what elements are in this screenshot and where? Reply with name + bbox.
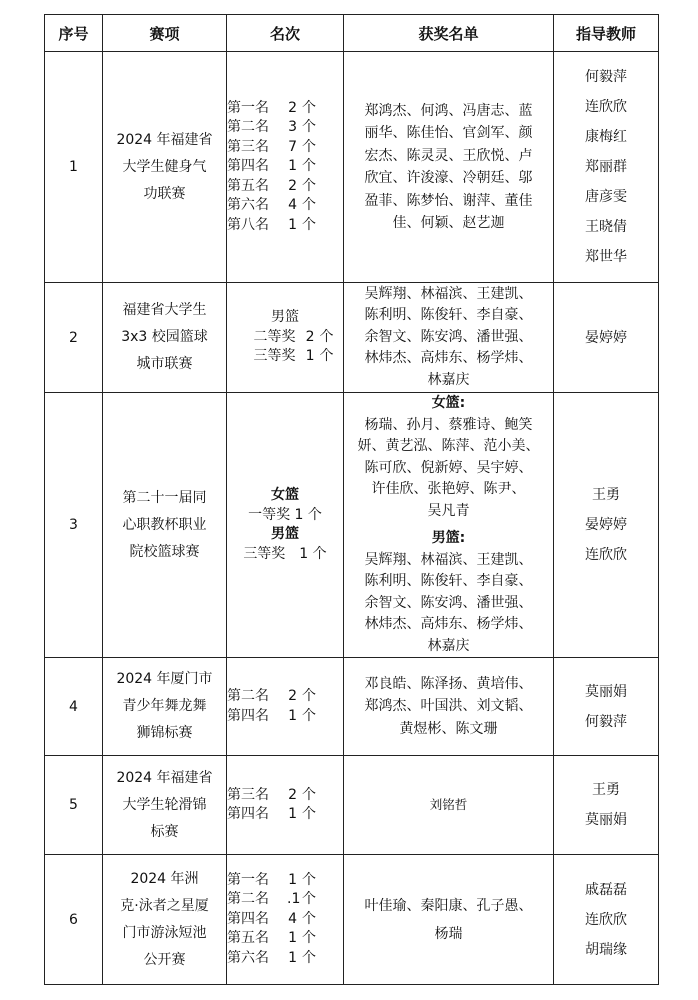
winners-line: 陈利明、陈俊轩、李自豪、 (364, 573, 533, 589)
teacher-cell (554, 658, 659, 756)
rank-line: 第五名 2 个 (227, 177, 316, 194)
rank-cell (227, 756, 344, 855)
table-row (45, 658, 659, 756)
winners-line: 郑鸿杰、何鸿、冯唐志、蓝 (364, 102, 533, 119)
header-event: 赛项 (103, 15, 227, 52)
teacher-cell (554, 855, 659, 985)
prize-line: 一等奖 1 个 (248, 506, 322, 523)
rank-line: 第二名 3 个 (227, 119, 316, 136)
teacher-cell (554, 393, 659, 658)
row-number: 5 (45, 756, 103, 855)
table-row (45, 855, 659, 985)
teacher-name: 郑世华 (585, 249, 627, 265)
teacher-name: 王勇 (592, 782, 620, 798)
winners-line: 林嘉庆 (427, 371, 470, 388)
header-winners: 获奖名单 (344, 15, 554, 52)
winners-line: 叶佳瑜、秦阳康、孔子愚、 (364, 897, 533, 914)
winners-line: 邓良皓、陈泽扬、黄培伟、 (364, 675, 533, 692)
winners-line: 余智文、陈安鸿、潘世强、 (364, 594, 533, 611)
rank-line: 第五名 1 个 (227, 930, 316, 947)
rank-cell (227, 393, 344, 658)
winners-group-title: 男篮: (431, 530, 466, 546)
teacher-name: 郑丽群 (585, 159, 627, 175)
event-cell (103, 658, 227, 756)
winners-cell (344, 658, 554, 756)
event-cell (103, 756, 227, 855)
rank-line: 第六名 4 个 (227, 197, 316, 214)
table-row (45, 393, 659, 658)
teacher-name: 莫丽娟 (585, 812, 627, 828)
event-line: 大学生健身气 (122, 158, 207, 175)
awards-table (44, 14, 659, 985)
teacher-name: 王晓倩 (585, 219, 627, 235)
winners-line: 欣宜、许浚濠、冷朝廷、邬 (364, 170, 533, 186)
event-line: 3x3 校园篮球 (121, 329, 208, 345)
header-row (45, 15, 659, 52)
event-line: 标赛 (150, 823, 179, 840)
winners-line: 宏杰、陈灵灵、王欣悦、卢 (364, 147, 533, 164)
event-line: 门市游泳短池 (122, 924, 207, 941)
winners-line: 妍、黄艺泓、陈萍、范小美、 (357, 438, 540, 454)
rank-cell (227, 52, 344, 283)
event-line: 功联赛 (143, 185, 186, 202)
winners-line: 杨瑞、孙月、蔡雅诗、鲍笑 (364, 416, 533, 433)
rank-line: 第六名 1 个 (227, 949, 316, 966)
header-no: 序号 (45, 15, 103, 52)
teacher-name: 连欣欣 (585, 911, 627, 928)
event-line: 公开赛 (143, 951, 186, 968)
winners-line: 林炜杰、高炜东、杨学炜、 (364, 350, 533, 367)
group-title: 男篮 (271, 526, 299, 542)
winners-line: 林炜杰、高炜东、杨学炜、 (364, 616, 533, 632)
row-number: 3 (45, 393, 103, 658)
winners-line: 黄煜彬、陈文珊 (399, 720, 498, 737)
teacher-name: 晏婷婷 (585, 329, 627, 346)
rank-line: 第一名 1 个 (227, 871, 316, 888)
teacher-name: 胡瑞缘 (585, 941, 627, 958)
event-cell (103, 52, 227, 283)
winners-cell (344, 393, 554, 658)
winners-line: 丽华、陈佳怡、官剑军、颜 (364, 125, 533, 141)
prize-line: 三等奖 1 个 (253, 348, 334, 365)
winners-line: 佳、何颖、赵艺迦 (392, 215, 505, 231)
event-line: 狮锦标赛 (136, 725, 193, 741)
header-teacher: 指导教师 (554, 15, 659, 52)
row-number: 1 (45, 52, 103, 283)
event-line: 院校篮球赛 (129, 543, 200, 560)
event-line: 2024 年洲 (130, 870, 199, 887)
group-title: 男篮 (271, 309, 299, 326)
event-line: 2024 年厦门市 (116, 671, 213, 687)
rank-line: 第四名 1 个 (227, 806, 316, 822)
table-row (45, 283, 659, 393)
teacher-cell (554, 52, 659, 283)
row-number: 4 (45, 658, 103, 756)
winners-line: 林嘉庆 (427, 637, 470, 654)
teacher-cell (554, 283, 659, 393)
winners-cell (344, 52, 554, 283)
teacher-name: 何毅萍 (585, 69, 627, 85)
winners-group-title: 女篮: (431, 395, 466, 411)
event-line: 大学生轮滑锦 (122, 796, 207, 813)
rank-cell (227, 658, 344, 756)
teacher-name: 王勇 (592, 487, 620, 503)
winners-line: 杨瑞 (434, 925, 463, 942)
rank-line: 第二名 .1 个 (227, 891, 316, 908)
rank-cell (227, 855, 344, 985)
event-cell (103, 283, 227, 393)
rank-cell (227, 283, 344, 393)
teacher-name: 何毅萍 (585, 713, 627, 730)
prize-line: 三等奖 1 个 (243, 545, 327, 562)
rank-line: 第一名 2 个 (227, 99, 316, 116)
rank-line: 第二名 2 个 (227, 688, 316, 704)
teacher-name: 晏婷婷 (585, 517, 627, 533)
winners-cell (344, 283, 554, 393)
teacher-name: 戚磊磊 (585, 881, 627, 898)
header-rank: 名次 (227, 15, 344, 52)
table-row (45, 756, 659, 855)
rank-line: 第三名 2 个 (227, 786, 316, 803)
winners-line: 吴辉翔、林福滨、王建凯、 (364, 285, 533, 302)
event-cell (103, 393, 227, 658)
prize-line: 二等奖 2 个 (253, 328, 334, 345)
winners-line: 陈可欣、倪新婷、吴宇婷、 (364, 459, 533, 476)
winners-line: 刘铭哲 (429, 796, 468, 812)
winners-line: 许佳欣、张艳婷、陈尹、 (371, 481, 526, 497)
rank-line: 第八名 1 个 (227, 216, 316, 233)
row-number: 6 (45, 855, 103, 985)
winners-line: 吴辉翔、林福滨、王建凯、 (364, 551, 533, 568)
teacher-name: 莫丽娟 (585, 683, 627, 700)
group-title: 女篮 (271, 487, 299, 503)
winners-cell (344, 756, 554, 855)
winners-line: 余智文、陈安鸿、潘世强、 (364, 328, 533, 345)
winners-cell (344, 855, 554, 985)
event-line: 青少年舞龙舞 (122, 698, 207, 714)
rank-line: 第四名 1 个 (227, 707, 316, 724)
table-row (45, 52, 659, 283)
teacher-name: 连欣欣 (585, 99, 627, 115)
event-cell (103, 855, 227, 985)
teacher-name: 连欣欣 (585, 547, 627, 563)
event-line: 克·泳者之星厦 (120, 897, 209, 914)
rank-line: 第四名 4 个 (227, 910, 316, 927)
teacher-name: 康梅红 (585, 129, 627, 145)
event-line: 福建省大学生 (122, 302, 207, 318)
event-line: 心职教杯职业 (122, 516, 207, 533)
winners-line: 陈利明、陈俊轩、李自豪、 (364, 307, 533, 324)
winners-line: 盈菲、陈梦怡、谢萍、董佳 (364, 192, 533, 209)
winners-line: 郑鸿杰、叶国洪、刘文韬、 (364, 698, 533, 715)
winners-line: 吴凡青 (427, 502, 470, 519)
event-line: 城市联赛 (136, 356, 193, 372)
rank-line: 第四名 1 个 (227, 158, 316, 175)
event-line: 2024 年福建省 (116, 131, 213, 148)
row-number: 2 (45, 283, 103, 393)
event-line: 第二十一届同 (122, 489, 207, 506)
teacher-cell (554, 756, 659, 855)
rank-line: 第三名 7 个 (227, 138, 316, 155)
event-line: 2024 年福建省 (116, 769, 213, 786)
teacher-name: 唐彦雯 (585, 189, 627, 205)
